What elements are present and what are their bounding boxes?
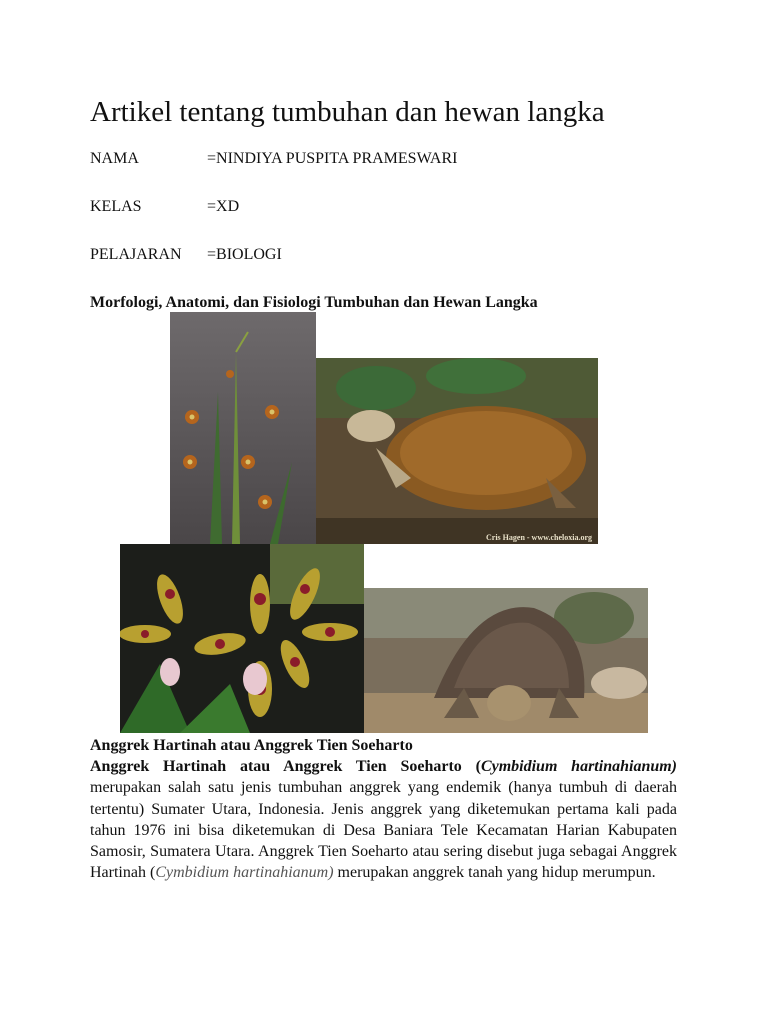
photo-credit: Cris Hagen - www.cheloxia.org xyxy=(486,533,592,542)
orchid-stem-photo xyxy=(170,312,316,544)
meta-label: PELAJARAN xyxy=(90,246,182,263)
paragraph-lead: Anggrek Hartinah atau Anggrek Tien Soeharto ( xyxy=(90,758,481,775)
section-heading: Morfologi, Anatomi, dan Fisiologi Tumbuhan dan Hewan Langka xyxy=(90,294,538,311)
image-caption: Anggrek Hartinah atau Anggrek Tien Soeharto xyxy=(90,737,413,754)
tortoise-photo xyxy=(364,588,648,733)
meta-row-nama xyxy=(90,149,457,169)
scientific-name: Cymbidium hartinahianum) xyxy=(480,758,678,775)
meta-row-pelajaran xyxy=(90,245,282,265)
meta-value: =XD xyxy=(207,198,240,215)
meta-value: =NINDIYA PUSPITA PRAMESWARI xyxy=(207,150,458,167)
meta-value: =BIOLOGI xyxy=(207,246,282,263)
meta-label: KELAS xyxy=(90,198,142,215)
orchid-flowers-photo xyxy=(120,544,364,733)
turtle-photo xyxy=(316,358,598,544)
meta-row-kelas xyxy=(90,197,239,217)
paragraph-tail: merupakan anggrek tanah yang hidup merumpun. xyxy=(333,864,656,882)
scientific-name-secondary: Cymbidium hartinahianum) xyxy=(155,864,334,882)
document-title: Artikel tentang tumbuhan dan hewan langka xyxy=(90,96,605,128)
meta-label: NAMA xyxy=(90,150,139,167)
article-paragraph xyxy=(90,756,677,884)
paragraph-body: merupakan salah satu jenis tumbuhan anggrek yang endemik (hanya tumbuh di daerah tertentu) Sumater Utara, Indonesia. Jenis anggrek yang diketemukan pertama kali pada tahun 1976 ini bisa diketemukan di Desa Baniara Tele Kecamatan Harian Kabupaten Samosir, Sumatera Utara. Anggrek Tien Soeharto atau sering disebut juga sebagai Anggrek Hartinah ( xyxy=(90,779,677,882)
